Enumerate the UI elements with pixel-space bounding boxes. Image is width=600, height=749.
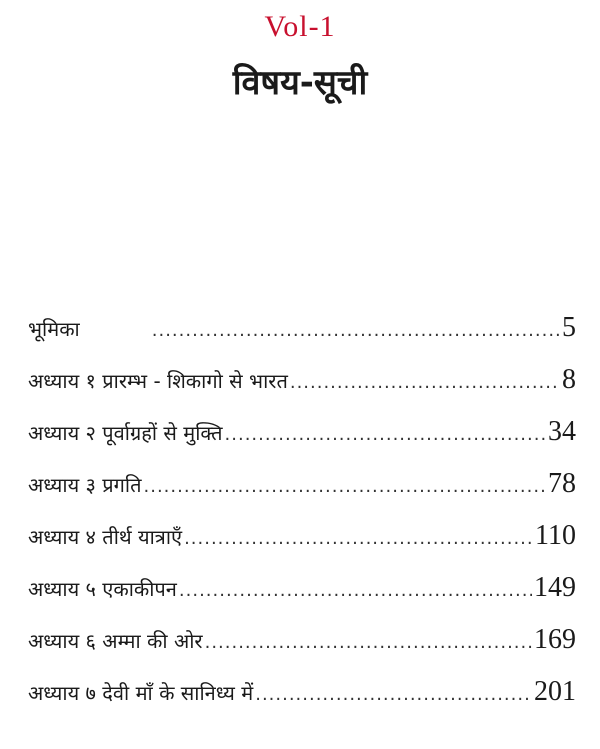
toc-entry[interactable] (28, 520, 576, 572)
toc-entry[interactable] (28, 364, 576, 416)
volume-label: Vol-1 (264, 10, 336, 43)
toc-leader-dots (152, 320, 560, 341)
toc-entry[interactable] (28, 416, 576, 468)
toc-entry-page: 78 (548, 468, 576, 499)
toc-entry-title: अध्याय ५ एकाकीपन (28, 577, 177, 601)
toc-entry-page: 169 (534, 624, 576, 655)
toc-entry-page: 8 (562, 364, 576, 395)
toc-entry-page: 5 (562, 312, 576, 343)
toc-entry-title: अध्याय ६ अम्मा की ओर (28, 629, 203, 653)
table-of-contents (28, 312, 576, 728)
toc-entry[interactable] (28, 624, 576, 676)
toc-leader-dots (225, 424, 546, 445)
toc-entry-title: अध्याय ७ देवी माँ के सानिध्य में (28, 681, 254, 705)
toc-leader-dots (255, 684, 532, 705)
toc-entry-title: अध्याय २ पूर्वाग्रहों से मुक्ति (28, 421, 223, 445)
toc-entry-title: भूमिका (28, 317, 80, 341)
toc-leader-dots (144, 476, 546, 497)
toc-leader-dots (184, 528, 533, 549)
page-title: विषय-सूची (232, 63, 368, 103)
toc-leader-dots (179, 580, 532, 601)
toc-entry-title: अध्याय १ प्रारम्भ - शिकागो से भारत (28, 369, 288, 393)
toc-entry[interactable] (28, 676, 576, 728)
toc-entry-title: अध्याय ३ प्रगति (28, 473, 142, 497)
toc-leader-dots (205, 632, 532, 653)
toc-entry-page: 149 (534, 572, 576, 603)
toc-entry[interactable] (28, 312, 576, 364)
toc-entry-title: अध्याय ४ तीर्थ यात्राएँ (28, 525, 183, 549)
toc-entry-page: 34 (548, 416, 576, 447)
toc-leader-dots (290, 372, 560, 393)
toc-entry[interactable] (28, 468, 576, 520)
toc-entry[interactable] (28, 572, 576, 624)
toc-entry-page: 110 (535, 520, 576, 551)
toc-entry-page: 201 (534, 676, 576, 707)
